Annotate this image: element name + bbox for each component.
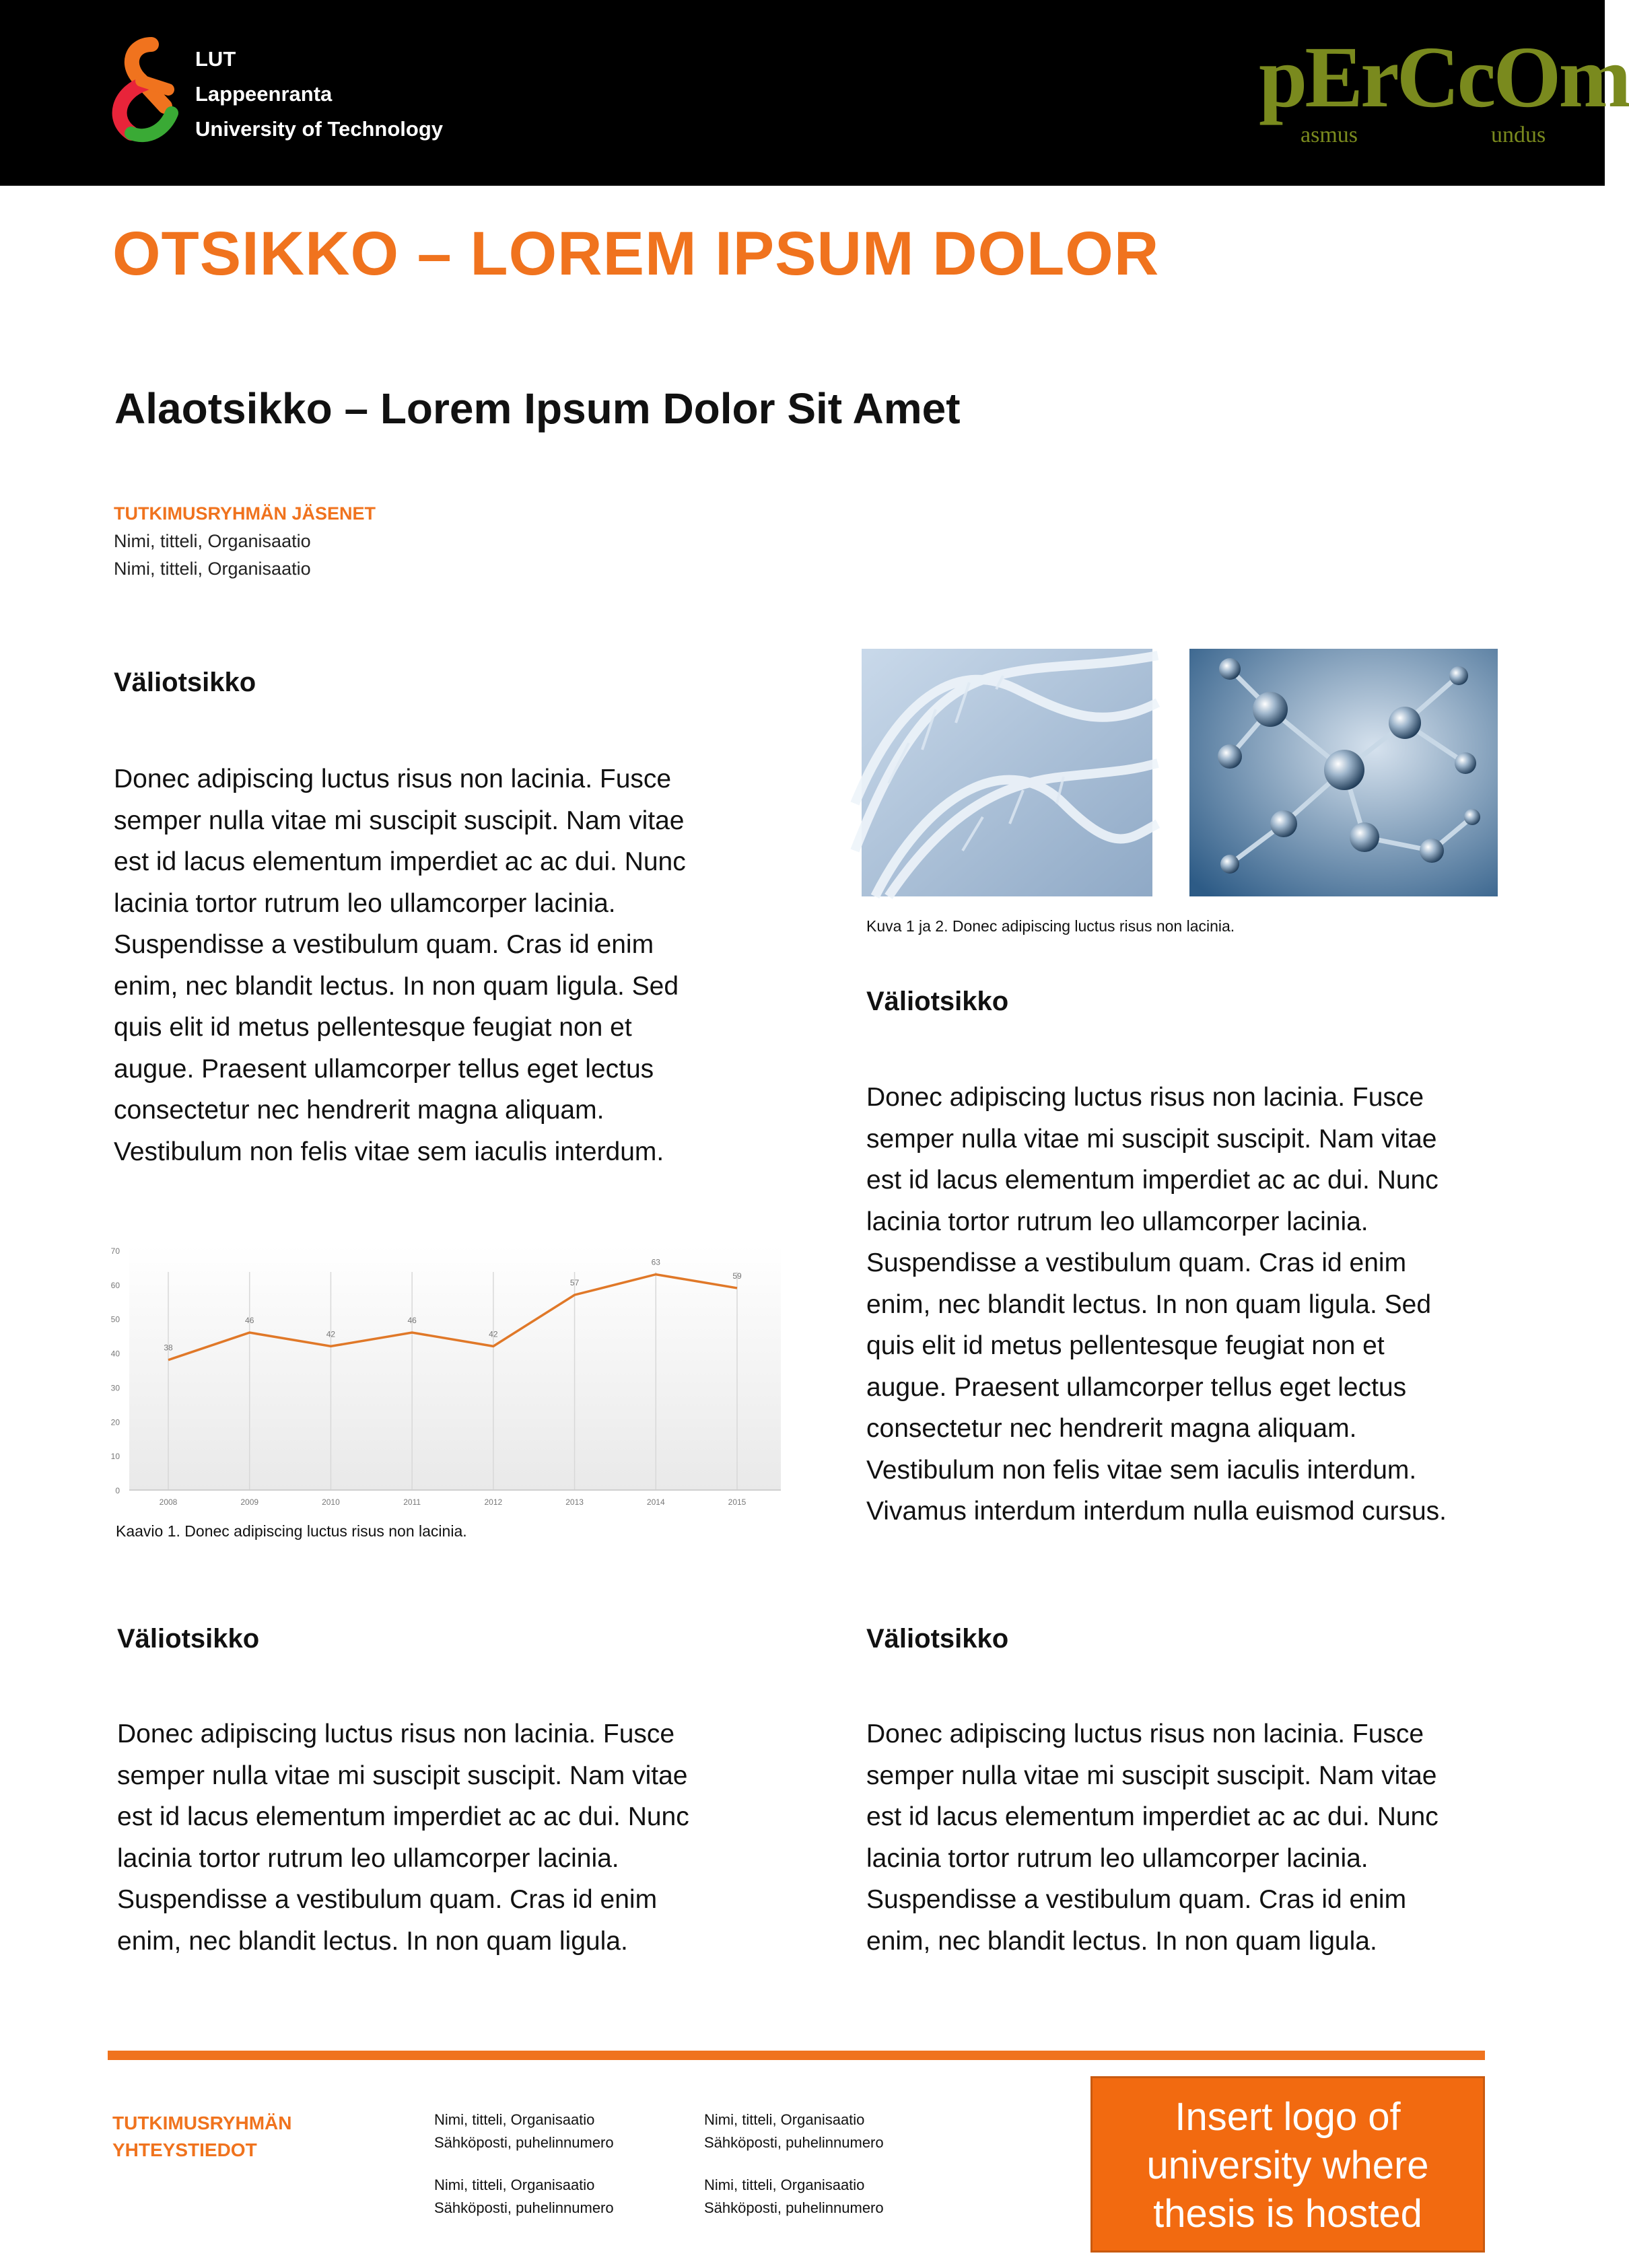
section2-line: est id lacus elementum imperdiet ac ac dui. Nunc: [866, 1166, 1439, 1195]
member-item: Nimi, titteli, Organisaatio: [114, 531, 311, 551]
lut-name-line1: LUT: [195, 47, 236, 71]
chart-y-tick-label: 10: [110, 1452, 120, 1462]
member-item: Nimi, titteli, Organisaatio: [114, 559, 311, 579]
chart-data-label: 57: [569, 1278, 580, 1288]
chart-data-label: 59: [732, 1271, 742, 1281]
contact-details: Sähköposti, puhelinnumero: [434, 2199, 614, 2216]
section1-line: consectetur nec hendrerit magna aliquam.: [114, 1096, 604, 1125]
section2-line: quis elit id metus pellentesque feugiat non et: [866, 1331, 1385, 1360]
chart-y-tick-label: 30: [110, 1383, 120, 1393]
members-heading: TUTKIMUSRYHMÄN JÄSENET: [114, 503, 376, 524]
chart-x-tick-label: 2014: [646, 1497, 665, 1507]
section2-heading: Väliotsikko: [866, 987, 1009, 1016]
section1-line: Vestibulum non felis vitae sem iaculis interdum.: [114, 1137, 664, 1166]
lut-logo-icon: [104, 39, 178, 140]
chart-data-label: 46: [245, 1316, 254, 1326]
contact-heading-line1: TUTKIMUSRYHMÄN: [112, 2113, 292, 2133]
section1-line: semper nulla vitae mi suscipit suscipit. Nam vitae: [114, 806, 685, 835]
section1-line: est id lacus elementum imperdiet ac ac dui. Nunc: [114, 847, 686, 876]
images-caption: Kuva 1 ja 2. Donec adipiscing luctus risus non lacinia.: [866, 917, 1235, 935]
chart-caption: Kaavio 1. Donec adipiscing luctus risus non lacinia.: [116, 1522, 467, 1540]
contact-name: Nimi, titteli, Organisaatio: [434, 2111, 595, 2128]
contact-name: Nimi, titteli, Organisaatio: [704, 2176, 865, 2193]
chart-x-tick-label: 2013: [565, 1497, 584, 1507]
section1-line: augue. Praesent ullamcorper tellus eget lectus: [114, 1054, 654, 1084]
section2-line: consectetur nec hendrerit magna aliquam.: [866, 1414, 1357, 1443]
contact-details: Sähköposti, puhelinnumero: [704, 2134, 884, 2151]
logo-box-line3: thesis is hosted: [1153, 2192, 1422, 2236]
section2-line: lacinia tortor rutrum leo ullamcorper lacinia.: [866, 1207, 1368, 1236]
section4-line: Suspendisse a vestibulum quam. Cras id enim: [866, 1885, 1407, 1914]
chart-y-tick-label: 60: [110, 1280, 120, 1290]
section4-line: est id lacus elementum imperdiet ac ac dui. Nunc: [866, 1802, 1439, 1831]
footer-divider: [108, 2051, 1485, 2060]
section4-line: lacinia tortor rutrum leo ullamcorper lacinia.: [866, 1843, 1368, 1873]
contact-entry: [434, 2108, 614, 2154]
contact-details: Sähköposti, puhelinnumero: [434, 2134, 614, 2151]
logo-box-line2: university where: [1146, 2143, 1429, 2187]
section3-line: lacinia tortor rutrum leo ullamcorper lacinia.: [117, 1843, 619, 1873]
section3-body: [117, 1713, 824, 1962]
section2-line: Donec adipiscing luctus risus non lacinia. Fusce: [866, 1083, 1424, 1112]
section2-line: Vestibulum non felis vitae sem iaculis interdum.: [866, 1455, 1417, 1485]
contact-entry: [704, 2174, 884, 2220]
contact-heading: [112, 2110, 292, 2164]
chart-data-label: 63: [651, 1257, 660, 1267]
page-title: OTSIKKO – LOREM IPSUM DOLOR: [112, 219, 1160, 288]
chart-x-tick-label: 2008: [159, 1497, 178, 1507]
chart-y-tick-label: 70: [110, 1246, 120, 1256]
contact-heading-line2: YHTEYSTIEDOT: [112, 2139, 257, 2160]
university-logo-placeholder: [1090, 2076, 1485, 2253]
chart-y-tick-label: 40: [110, 1349, 120, 1359]
perccom-logo: [1259, 27, 1629, 162]
chart-data-label: 38: [164, 1343, 173, 1353]
molecule-image: [1189, 649, 1498, 896]
section1-line: Suspendisse a vestibulum quam. Cras id enim: [114, 930, 654, 959]
chart-x-tick-label: 2015: [728, 1497, 747, 1507]
section2-body: [866, 1077, 1573, 1532]
section3-line: enim, nec blandit lectus. In non quam ligula.: [117, 1926, 628, 1956]
section4-line: semper nulla vitae mi suscipit suscipit. Nam vitae: [866, 1761, 1437, 1790]
section3-line: Donec adipiscing luctus risus non lacinia. Fusce: [117, 1720, 675, 1748]
lut-name-line3: University of Technology: [195, 117, 444, 141]
chart-y-tick-label: 20: [110, 1417, 120, 1427]
section3-heading: Väliotsikko: [117, 1624, 260, 1654]
section1-line: lacinia tortor rutrum leo ullamcorper lacinia.: [114, 888, 616, 918]
contact-details: Sähköposti, puhelinnumero: [704, 2199, 884, 2216]
dna-image: [862, 649, 1152, 896]
section3-line: est id lacus elementum imperdiet ac ac dui. Nunc: [117, 1802, 689, 1831]
section4-body: [866, 1713, 1573, 1962]
chart-x-tick-label: 2010: [322, 1497, 340, 1507]
line-chart: [108, 1232, 781, 1507]
perccom-logo-text: pErCcOm: [1259, 29, 1629, 126]
lut-wordmark: [195, 42, 443, 147]
section2-line: augue. Praesent ullamcorper tellus eget lectus: [866, 1372, 1407, 1402]
section4-line: Donec adipiscing luctus risus non lacinia. Fusce: [866, 1720, 1424, 1748]
chart-data-label: 42: [489, 1329, 498, 1339]
section2-line: semper nulla vitae mi suscipit suscipit. Nam vitae: [866, 1124, 1437, 1154]
section2-line: Suspendisse a vestibulum quam. Cras id enim: [866, 1248, 1407, 1277]
perccom-sub-left: asmus: [1301, 122, 1358, 147]
chart-x-tick-label: 2009: [240, 1497, 259, 1507]
contact-name: Nimi, titteli, Organisaatio: [704, 2111, 865, 2128]
page-subtitle: Alaotsikko – Lorem Ipsum Dolor Sit Amet: [114, 384, 961, 433]
contact-entry: [434, 2174, 614, 2220]
section3-line: Suspendisse a vestibulum quam. Cras id enim: [117, 1885, 658, 1914]
chart-data-label: 46: [407, 1316, 417, 1326]
contact-entry: [704, 2108, 884, 2154]
chart-y-tick-label: 0: [115, 1486, 120, 1495]
contact-name: Nimi, titteli, Organisaatio: [434, 2176, 595, 2193]
chart-x-tick-label: 2012: [484, 1497, 503, 1507]
section4-line: enim, nec blandit lectus. In non quam ligula.: [866, 1926, 1377, 1956]
section1-body: [114, 758, 821, 1172]
section1-line: quis elit id metus pellentesque feugiat non et: [114, 1013, 632, 1042]
chart-plot-area: [129, 1245, 781, 1490]
section1-heading: Väliotsikko: [114, 668, 256, 697]
section4-heading: Väliotsikko: [866, 1624, 1009, 1654]
lut-name-line2: Lappeenranta: [195, 82, 333, 106]
header-bar: [0, 0, 1629, 186]
section2-line: Vivamus interdum interdum nulla euismod cursus.: [866, 1497, 1447, 1526]
section1-line: Donec adipiscing luctus risus non lacinia. Fusce: [114, 765, 672, 793]
chart-data-label: 42: [326, 1329, 336, 1339]
section3-line: semper nulla vitae mi suscipit suscipit. Nam vitae: [117, 1761, 688, 1790]
chart-x-tick-label: 2011: [403, 1497, 421, 1507]
section2-line: enim, nec blandit lectus. In non quam ligula. Sed: [866, 1289, 1432, 1319]
logo-box-line1: Insert logo of: [1175, 2095, 1401, 2139]
perccom-sub-right: undus: [1491, 122, 1546, 147]
chart-y-tick-label: 50: [110, 1314, 120, 1324]
section1-line: enim, nec blandit lectus. In non quam ligula. Sed: [114, 971, 679, 1001]
